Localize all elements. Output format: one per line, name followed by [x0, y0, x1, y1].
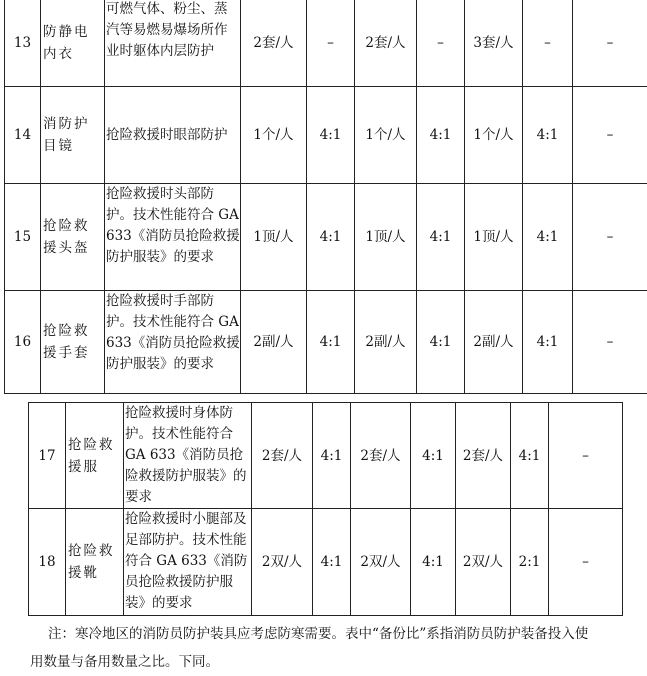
backup-ratio-cell: 4:1	[313, 403, 351, 509]
remark-cell: –	[573, 87, 647, 184]
quantity-cell: 2副/人	[355, 291, 417, 394]
item-description: 抢险救援时小腿部及足部防护。技术性能符合 GA 633《消防员抢险救援防护服装》的要求	[124, 509, 252, 616]
item-name: 防静电内衣	[41, 0, 105, 87]
quantity-cell: 3套/人	[465, 0, 523, 87]
backup-ratio-cell: 4:1	[523, 184, 573, 291]
backup-ratio-cell: –	[307, 0, 355, 87]
table-row	[5, 184, 647, 291]
quantity-cell: 2副/人	[241, 291, 307, 394]
table-note: 注：寒冷地区的消防员防护装具应考虑防寒需要。表中“备份比”系指消防员防护装备投入使	[48, 626, 589, 642]
table-row	[29, 403, 623, 509]
quantity-cell: 2套/人	[241, 0, 307, 87]
backup-ratio-cell: 4:1	[417, 87, 465, 184]
equipment-table-bottom	[28, 402, 623, 616]
row-number: 17	[29, 403, 66, 509]
item-name: 抢险救援头盔	[41, 184, 105, 291]
backup-ratio-cell: 4:1	[411, 509, 456, 616]
item-description: 抢险救援时头部防护。技术性能符合 GA 633《消防员抢险救援防护服装》的要求	[105, 184, 241, 291]
backup-ratio-cell: 4:1	[417, 291, 465, 394]
row-number: 18	[29, 509, 66, 616]
backup-ratio-cell: 2:1	[511, 509, 549, 616]
quantity-cell: 2副/人	[465, 291, 523, 394]
backup-ratio-cell: 4:1	[313, 509, 351, 616]
row-number: 14	[5, 87, 41, 184]
row-number: 13	[5, 0, 41, 87]
item-name: 抢险救援手套	[41, 291, 105, 394]
item-description: 可燃气体、粉尘、蒸汽等易燃易爆场所作业时躯体内层防护	[105, 0, 241, 87]
backup-ratio-cell: 4:1	[523, 87, 573, 184]
quantity-cell: 2套/人	[456, 403, 511, 509]
remark-cell: –	[573, 291, 647, 394]
remark-cell: –	[573, 184, 647, 291]
table-row	[5, 291, 647, 394]
table-row	[5, 87, 647, 184]
item-description: 抢险救援时身体防护。技术性能符合GA 633《消防员抢险救援防护服装》的要求	[124, 403, 252, 509]
item-description: 抢险救援时手部防护。技术性能符合 GA 633《消防员抢险救援防护服装》的要求	[105, 291, 241, 394]
remark-cell: –	[549, 403, 623, 509]
item-name: 抢险救援靴	[66, 509, 124, 616]
quantity-cell: 2套/人	[355, 0, 417, 87]
row-number: 16	[5, 291, 41, 394]
equipment-table-top	[4, 0, 647, 394]
backup-ratio-cell: 4:1	[307, 184, 355, 291]
backup-ratio-cell: 4:1	[307, 291, 355, 394]
backup-ratio-cell: –	[523, 0, 573, 87]
quantity-cell: 2套/人	[252, 403, 313, 509]
backup-ratio-cell: 4:1	[307, 87, 355, 184]
row-number: 15	[5, 184, 41, 291]
backup-ratio-cell: 4:1	[417, 184, 465, 291]
backup-ratio-cell: 4:1	[411, 403, 456, 509]
backup-ratio-cell: 4:1	[511, 403, 549, 509]
quantity-cell: 1个/人	[241, 87, 307, 184]
table-row	[5, 0, 647, 87]
item-name: 消防护目镜	[41, 87, 105, 184]
quantity-cell: 1顶/人	[241, 184, 307, 291]
remark-cell: –	[573, 0, 647, 87]
remark-cell: –	[549, 509, 623, 616]
quantity-cell: 2双/人	[252, 509, 313, 616]
item-description: 抢险救援时眼部防护	[105, 87, 241, 184]
quantity-cell: 1顶/人	[355, 184, 417, 291]
quantity-cell: 1个/人	[465, 87, 523, 184]
item-name: 抢险救援服	[66, 403, 124, 509]
backup-ratio-cell: 4:1	[523, 291, 573, 394]
table-row	[29, 509, 623, 616]
table-note-continuation: 用数量与备用数量之比。下同。	[30, 654, 219, 670]
quantity-cell: 1顶/人	[465, 184, 523, 291]
quantity-cell: 2套/人	[351, 403, 411, 509]
quantity-cell: 2双/人	[351, 509, 411, 616]
quantity-cell: 2双/人	[456, 509, 511, 616]
backup-ratio-cell: –	[417, 0, 465, 87]
quantity-cell: 1个/人	[355, 87, 417, 184]
